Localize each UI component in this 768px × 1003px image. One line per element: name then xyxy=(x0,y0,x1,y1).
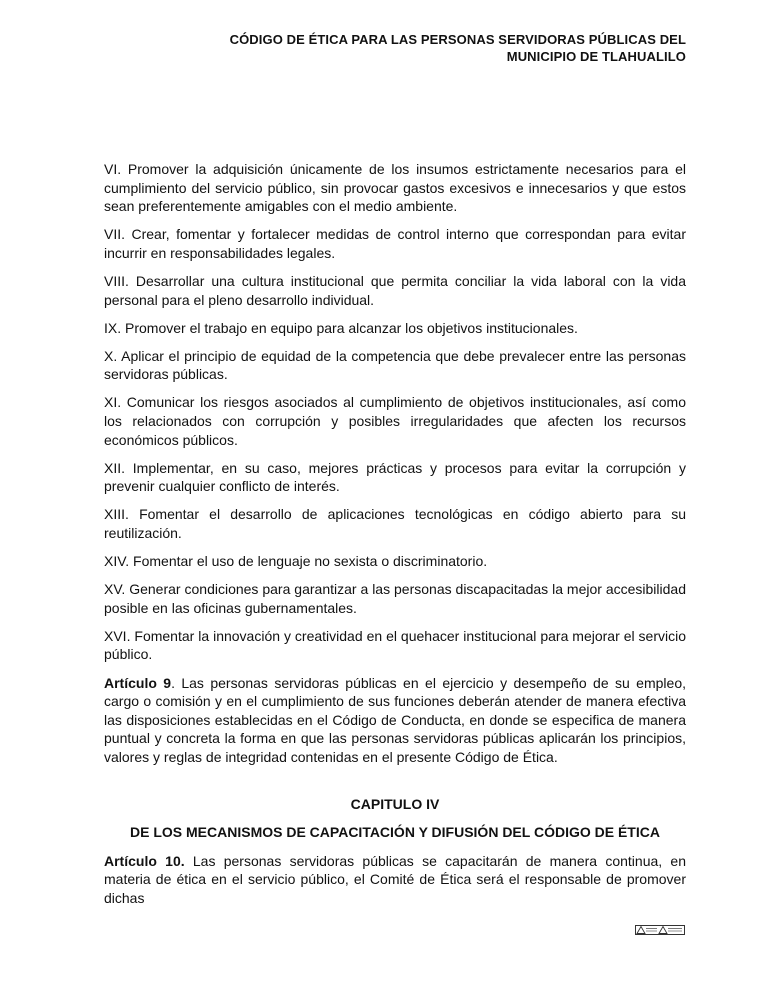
list-item-xi: XI. Comunicar los riesgos asociados al cumplimiento de objetivos institucionales, así como los relacionados con corrupción y posibles irregularidades que afecten los recursos económicos públicos. xyxy=(104,394,686,448)
document-body xyxy=(104,160,686,917)
list-item-ix: IX. Promover el trabajo en equipo para alcanzar los objetivos institucionales. xyxy=(104,319,578,336)
list-item-xii: XII. Implementar, en su caso, mejores prácticas y procesos para evitar la corrupción y prevenir cualquier conflicto de interés. xyxy=(104,459,686,495)
list-item-vii: VII. Crear, fomentar y fortalecer medidas de control interno que correspondan para evitar incurrir en responsabilidades legales. xyxy=(104,226,686,261)
institutional-logo-icon xyxy=(635,922,685,932)
article-9-label: Artículo 9 xyxy=(104,674,172,691)
list-item-x: X. Aplicar el principio de equidad de la competencia que debe prevalecer entre las personas servidoras públicas. xyxy=(104,347,686,383)
chapter-subtitle: DE LOS MECANISMOS DE CAPACITACIÓN Y DIFUSIÓN DEL CÓDIGO DE ÉTICA xyxy=(130,824,660,841)
article-10-label: Artículo 10. xyxy=(104,852,185,869)
list-item-xvi: XVI. Fomentar la innovación y creatividad en el quehacer institucional para mejorar el servicio público. xyxy=(104,627,686,663)
article-9 xyxy=(104,674,686,767)
list-item-xiv: XIV. Fomentar el uso de lenguaje no sexista o discriminatorio. xyxy=(104,553,488,570)
header-title-line-1: CÓDIGO DE ÉTICA PARA LAS PERSONAS SERVIDORAS PÚBLICAS DEL xyxy=(229,32,686,47)
list-item-xv: XV. Generar condiciones para garantizar a las personas discapacitadas la mejor accesibilidad posible en las oficinas gubernamentales. xyxy=(104,581,686,616)
list-item-xiii: XIII. Fomentar el desarrollo de aplicaciones tecnológicas en código abierto para su reutilización. xyxy=(104,506,686,541)
article-10 xyxy=(104,852,686,908)
chapter-title: CAPITULO IV xyxy=(350,795,440,812)
list-item-vi: VI. Promover la adquisición únicamente de los insumos estrictamente necesarios para el cumplimiento del servicio público, sin provocar gastos excesivos e innecesarios y que estos sean preferentemente amigables con el medio ambiente. xyxy=(104,161,686,215)
list-item-viii: VIII. Desarrollar una cultura institucional que permita conciliar la vida laboral con la vida personal para el pleno desarrollo individual. xyxy=(104,272,686,308)
header-title-line-2: MUNICIPIO DE TLAHUALILO xyxy=(506,49,686,64)
page-header xyxy=(126,31,686,65)
article-10-text: Las personas servidoras públicas se capacitarán de manera continua, en materia de ética en el servicio público, el Comité de Ética será el responsable de promover dichas xyxy=(104,852,686,906)
article-9-text: . Las personas servidoras públicas en el ejercicio y desempeño de su empleo, cargo o comisión y en el cumplimiento de sus funciones deberán atender de manera efectiva las disposiciones establecidas en el Código de Conducta, en donde se especifica de manera puntual y concreta la forma en que las personas servidoras públicas aplicarán los principios, valores y reglas de integridad contenidas en el presente Código de Ética. xyxy=(104,674,686,765)
